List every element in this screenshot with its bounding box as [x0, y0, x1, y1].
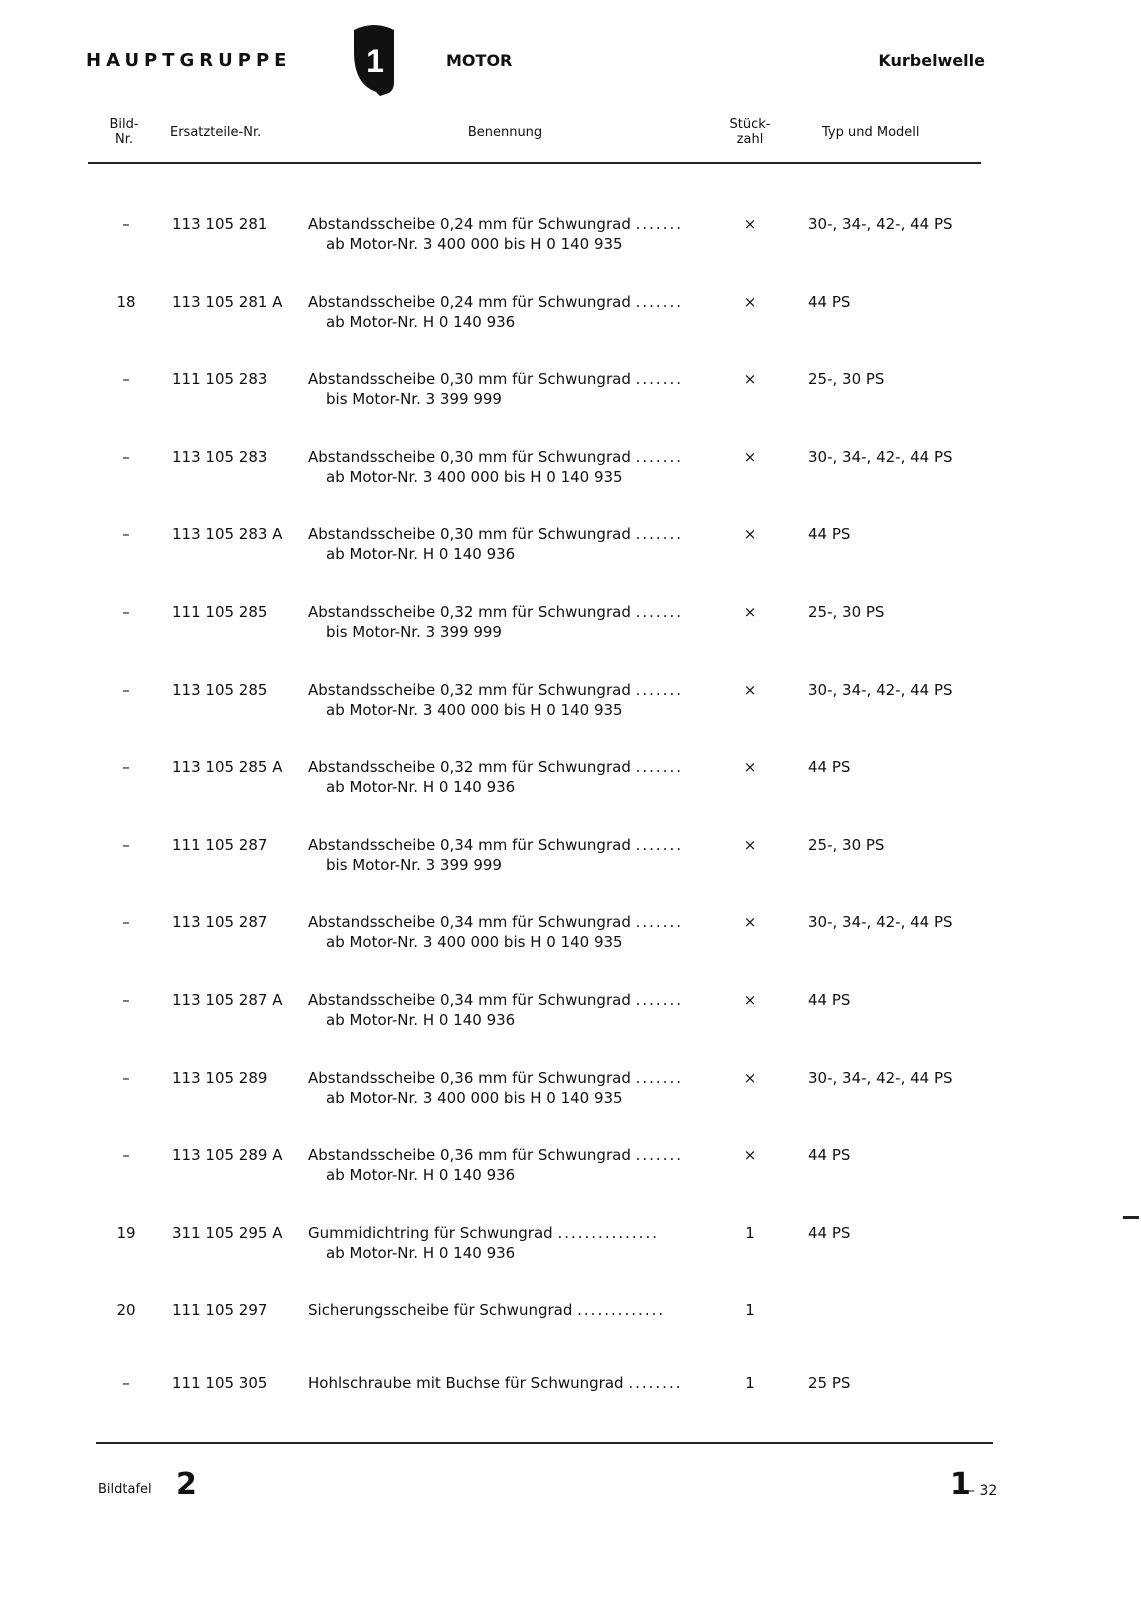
leader-dots: ....... — [635, 1146, 684, 1164]
type-model: 25 PS — [808, 1374, 851, 1392]
designation — [308, 912, 683, 952]
designation-subline: ab Motor-Nr. 3 400 000 bis H 0 140 935 — [326, 933, 623, 951]
type-model: 44 PS — [808, 1224, 851, 1242]
designation — [308, 602, 683, 642]
group-number-badge — [350, 22, 398, 96]
leader-dots: ....... — [635, 448, 684, 466]
designation-text: Abstandsscheibe 0,34 mm für Schwungrad — [308, 836, 631, 854]
designation — [308, 369, 683, 409]
type-model: 25-, 30 PS — [808, 370, 885, 388]
designation — [308, 990, 683, 1030]
designation — [308, 447, 683, 487]
quantity: × — [743, 991, 757, 1009]
quantity: 1 — [745, 1224, 755, 1242]
designation-subline: bis Motor-Nr. 3 399 999 — [326, 390, 502, 408]
part-number: 113 105 281 A — [172, 293, 283, 311]
designation — [308, 214, 683, 254]
quantity: × — [743, 448, 757, 466]
leader-dots: ............... — [557, 1224, 659, 1242]
designation — [308, 1300, 665, 1320]
col-header-ersatzteile: Ersatzteile-Nr. — [170, 125, 262, 140]
col-header-benennung: Benennung — [467, 125, 543, 140]
table-row — [0, 1223, 1141, 1283]
part-number: 113 105 287 — [172, 913, 268, 931]
part-number: 111 105 305 — [172, 1374, 268, 1392]
leader-dots: ....... — [635, 991, 684, 1009]
table-row — [0, 602, 1141, 662]
quantity: × — [743, 1069, 757, 1087]
type-model: 44 PS — [808, 525, 851, 543]
table-row — [0, 912, 1141, 972]
leader-dots: ....... — [635, 370, 684, 388]
designation-subline: ab Motor-Nr. 3 400 000 bis H 0 140 935 — [326, 701, 623, 719]
col-header-bild-line1: Bild- — [109, 117, 139, 132]
designation-text: Hohlschraube mit Buchse für Schwungrad — [308, 1374, 624, 1392]
designation-subline: ab Motor-Nr. 3 400 000 bis H 0 140 935 — [326, 468, 623, 486]
leader-dots: ....... — [635, 293, 684, 311]
leader-dots: ....... — [635, 913, 684, 931]
designation — [308, 292, 683, 332]
designation-subline: ab Motor-Nr. H 0 140 936 — [326, 313, 516, 331]
leader-dots: ........ — [628, 1374, 683, 1392]
part-number: 113 105 289 — [172, 1069, 268, 1087]
edge-mark — [1123, 1216, 1139, 1219]
part-number: 113 105 283 A — [172, 525, 283, 543]
quantity: 1 — [745, 1374, 755, 1392]
table-row — [0, 1300, 1141, 1360]
bild-number: – — [122, 215, 130, 233]
bildtafel-label: Bildtafel — [98, 1482, 152, 1497]
designation-text: Abstandsscheibe 0,34 mm für Schwungrad — [308, 991, 631, 1009]
designation — [308, 1145, 683, 1185]
designation-text: Abstandsscheibe 0,32 mm für Schwungrad — [308, 758, 631, 776]
designation-text: Abstandsscheibe 0,32 mm für Schwungrad — [308, 681, 631, 699]
designation-subline: ab Motor-Nr. H 0 140 936 — [326, 1166, 516, 1184]
type-model: 30-, 34-, 42-, 44 PS — [808, 448, 953, 466]
part-number: 311 105 295 A — [172, 1224, 283, 1242]
table-row — [0, 447, 1141, 507]
part-number: 113 105 285 — [172, 681, 268, 699]
part-number: 113 105 289 A — [172, 1146, 283, 1164]
quantity: × — [743, 913, 757, 931]
type-model: 44 PS — [808, 293, 851, 311]
badge-shape — [350, 22, 398, 96]
section-title: MOTOR — [446, 51, 513, 70]
designation-subline: ab Motor-Nr. H 0 140 936 — [326, 778, 516, 796]
table-row — [0, 1145, 1141, 1205]
bild-number: – — [122, 1146, 130, 1164]
designation — [308, 1373, 683, 1393]
table-row — [0, 835, 1141, 895]
designation-subline: ab Motor-Nr. 3 400 000 bis H 0 140 935 — [326, 235, 623, 253]
table-row — [0, 1373, 1141, 1433]
quantity: × — [743, 681, 757, 699]
bild-number: – — [122, 370, 130, 388]
designation-subline: ab Motor-Nr. H 0 140 936 — [326, 1011, 516, 1029]
bild-number: – — [122, 1374, 130, 1392]
designation-text: Sicherungsscheibe für Schwungrad — [308, 1301, 573, 1319]
leader-dots: ....... — [635, 215, 684, 233]
designation-text: Abstandsscheibe 0,32 mm für Schwungrad — [308, 603, 631, 621]
col-header-stueck-line2: zahl — [736, 132, 764, 147]
designation-text: Abstandsscheibe 0,30 mm für Schwungrad — [308, 448, 631, 466]
designation — [308, 524, 683, 564]
quantity: × — [743, 370, 757, 388]
type-model: 30-, 34-, 42-, 44 PS — [808, 681, 953, 699]
designation-subline: bis Motor-Nr. 3 399 999 — [326, 856, 502, 874]
type-model: 30-, 34-, 42-, 44 PS — [808, 215, 953, 233]
part-number: 111 105 283 — [172, 370, 268, 388]
designation — [308, 1068, 683, 1108]
bild-number: – — [122, 913, 130, 931]
designation-text: Abstandsscheibe 0,36 mm für Schwungrad — [308, 1146, 631, 1164]
leader-dots: ....... — [635, 681, 684, 699]
designation-text: Abstandsscheibe 0,24 mm für Schwungrad — [308, 215, 631, 233]
type-model: 30-, 34-, 42-, 44 PS — [808, 1069, 953, 1087]
designation-text: Abstandsscheibe 0,24 mm für Schwungrad — [308, 293, 631, 311]
table-row — [0, 214, 1141, 274]
type-model: 25-, 30 PS — [808, 603, 885, 621]
designation — [308, 757, 683, 797]
table-row — [0, 369, 1141, 429]
part-number: 111 105 287 — [172, 836, 268, 854]
quantity: × — [743, 1146, 757, 1164]
table-row — [0, 1068, 1141, 1128]
footer-rule — [96, 1442, 993, 1444]
designation — [308, 680, 683, 720]
bild-number: – — [122, 991, 130, 1009]
designation-text: Abstandsscheibe 0,36 mm für Schwungrad — [308, 1069, 631, 1087]
designation-subline: ab Motor-Nr. H 0 140 936 — [326, 1244, 516, 1262]
bild-number: – — [122, 525, 130, 543]
leader-dots: ....... — [635, 525, 684, 543]
designation-text: Abstandsscheibe 0,30 mm für Schwungrad — [308, 525, 631, 543]
bild-number: – — [122, 758, 130, 776]
type-model: 44 PS — [808, 1146, 851, 1164]
col-header-stueck-line1: Stück- — [729, 117, 771, 132]
col-header-typ: Typ und Modell — [822, 125, 920, 140]
part-number: 113 105 281 — [172, 215, 268, 233]
designation-text: Abstandsscheibe 0,34 mm für Schwungrad — [308, 913, 631, 931]
leader-dots: ............. — [577, 1301, 666, 1319]
type-model: 25-, 30 PS — [808, 836, 885, 854]
leader-dots: ....... — [635, 836, 684, 854]
page-number-sub: – 32 — [968, 1483, 998, 1499]
col-header-bild-line2: Nr. — [114, 132, 133, 147]
designation — [308, 1223, 659, 1263]
designation-subline: ab Motor-Nr. H 0 140 936 — [326, 545, 516, 563]
bild-number: – — [122, 836, 130, 854]
quantity: × — [743, 758, 757, 776]
col-header-bild — [100, 117, 148, 147]
quantity: × — [743, 836, 757, 854]
subsection-title: Kurbelwelle — [878, 51, 985, 70]
bild-number: 18 — [116, 293, 136, 311]
quantity: × — [743, 215, 757, 233]
table-row — [0, 680, 1141, 740]
leader-dots: ....... — [635, 1069, 684, 1087]
page-number-main: 1 — [950, 1467, 971, 1502]
leader-dots: ....... — [635, 758, 684, 776]
col-header-stueckzahl — [720, 117, 780, 147]
bild-number: – — [122, 603, 130, 621]
table-row — [0, 524, 1141, 584]
quantity: × — [743, 603, 757, 621]
bildtafel-number: 2 — [176, 1467, 197, 1502]
table-row — [0, 990, 1141, 1050]
group-label: HAUPTGRUPPE — [86, 50, 292, 71]
part-number: 111 105 297 — [172, 1301, 268, 1319]
type-model: 30-, 34-, 42-, 44 PS — [808, 913, 953, 931]
designation-subline: ab Motor-Nr. 3 400 000 bis H 0 140 935 — [326, 1089, 623, 1107]
quantity: × — [743, 293, 757, 311]
designation-text: Abstandsscheibe 0,30 mm für Schwungrad — [308, 370, 631, 388]
bild-number: 20 — [116, 1301, 136, 1319]
leader-dots: ....... — [635, 603, 684, 621]
part-number: 113 105 287 A — [172, 991, 283, 1009]
bild-number: – — [122, 681, 130, 699]
part-number: 111 105 285 — [172, 603, 268, 621]
group-number: 1 — [366, 43, 384, 79]
bild-number: – — [122, 448, 130, 466]
bild-number: 19 — [116, 1224, 136, 1242]
quantity: 1 — [745, 1301, 755, 1319]
type-model: 44 PS — [808, 758, 851, 776]
table-row — [0, 757, 1141, 817]
part-number: 113 105 283 — [172, 448, 268, 466]
designation — [308, 835, 683, 875]
quantity: × — [743, 525, 757, 543]
header-rule — [88, 162, 981, 164]
bild-number: – — [122, 1069, 130, 1087]
table-row — [0, 292, 1141, 352]
type-model: 44 PS — [808, 991, 851, 1009]
designation-subline: bis Motor-Nr. 3 399 999 — [326, 623, 502, 641]
part-number: 113 105 285 A — [172, 758, 283, 776]
designation-text: Gummidichtring für Schwungrad — [308, 1224, 553, 1242]
